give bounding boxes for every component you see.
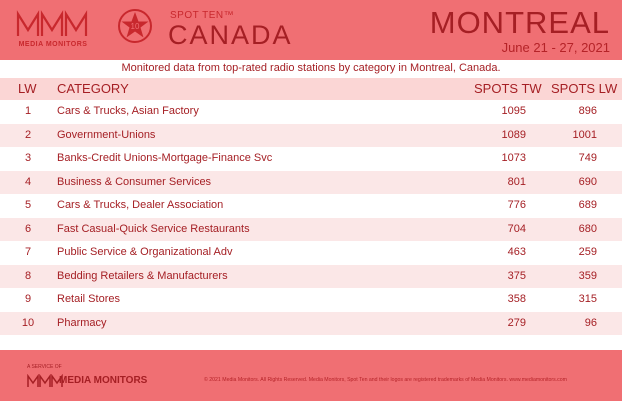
table-row xyxy=(0,218,622,242)
logo-text: MEDIA MONITORS xyxy=(18,41,88,48)
column-header-spots-tw: SPOTS TW xyxy=(474,81,542,96)
badge-number: 10 xyxy=(130,22,140,31)
rank-cell: 7 xyxy=(24,246,32,258)
column-header-category: CATEGORY xyxy=(57,81,129,96)
rank-cell: 4 xyxy=(24,175,32,188)
category-cell: Cars & Trucks, Dealer Association xyxy=(57,199,224,211)
category-cell: Banks-Credit Unions-Mortgage-Finance Svc xyxy=(57,152,273,164)
table-row xyxy=(0,241,622,265)
copyright-text: © 2021 Media Monitors. All Rights Reserved. Media Monitors, Spot Ten and their logos are registered trademarks of Media Monitors. www.mediamonitors.com xyxy=(204,377,567,383)
spots-lw-cell: 896 xyxy=(578,105,597,117)
category-cell: Government-Unions xyxy=(57,128,156,141)
table-row xyxy=(0,124,622,148)
media-monitors-logo-icon xyxy=(12,8,94,52)
spots-lw-cell: 96 xyxy=(584,316,597,329)
rank-cell: 1 xyxy=(24,105,32,117)
category-cell: Fast Casual-Quick Service Restaurants xyxy=(57,222,250,235)
spots-lw-cell: 690 xyxy=(578,175,597,188)
rank-cell: 5 xyxy=(24,199,32,211)
rank-cell: 9 xyxy=(24,293,32,305)
column-header-lw: LW xyxy=(18,81,37,96)
spots-tw-cell: 1073 xyxy=(501,152,526,164)
table-header xyxy=(0,78,622,100)
spots-tw-cell: 704 xyxy=(507,222,526,235)
spots-lw-cell: 689 xyxy=(578,199,597,211)
category-cell: Business & Consumer Services xyxy=(57,175,212,188)
table-row xyxy=(0,288,622,312)
date-range: June 21 - 27, 2021 xyxy=(501,40,610,55)
column-header-spots-lw: SPOTS LW xyxy=(551,81,618,96)
table-row xyxy=(0,265,622,289)
category-cell: Public Service & Organizational Adv xyxy=(57,246,233,258)
category-cell: Bedding Retailers & Manufacturers xyxy=(57,269,228,282)
subtitle: Monitored data from top-rated radio stations by category in Montreal, Canada. xyxy=(121,62,501,74)
spots-lw-cell: 359 xyxy=(578,269,597,282)
rank-cell: 2 xyxy=(24,128,32,141)
spots-tw-cell: 375 xyxy=(507,269,526,282)
table-row xyxy=(0,312,622,336)
brand-kicker: SPOT TEN™ xyxy=(170,10,235,21)
spots-tw-cell: 1095 xyxy=(501,105,526,117)
category-cell: Retail Stores xyxy=(57,293,120,305)
table-row xyxy=(0,171,622,195)
spots-tw-cell: 463 xyxy=(507,246,526,258)
footer-brand: MEDIA MONITORS xyxy=(59,375,148,386)
star-badge-icon xyxy=(117,8,153,44)
category-cell: Pharmacy xyxy=(57,316,107,329)
table-row xyxy=(0,147,622,171)
rank-cell: 3 xyxy=(24,152,32,164)
category-cell: Cars & Trucks, Asian Factory xyxy=(57,105,199,117)
spots-tw-cell: 801 xyxy=(507,175,526,188)
spots-lw-cell: 259 xyxy=(578,246,597,258)
ranking-panel xyxy=(0,60,622,350)
spots-tw-cell: 358 xyxy=(507,293,526,305)
footer-band xyxy=(0,350,622,401)
table-row xyxy=(0,100,622,124)
spots-lw-cell: 1001 xyxy=(572,128,597,141)
country-title: CANADA xyxy=(168,20,293,50)
table-row xyxy=(0,194,622,218)
spots-lw-cell: 315 xyxy=(578,293,597,305)
spots-tw-cell: 776 xyxy=(507,199,526,211)
spots-tw-cell: 279 xyxy=(507,316,526,329)
rank-cell: 10 xyxy=(21,316,35,329)
spots-lw-cell: 680 xyxy=(578,222,597,235)
rank-cell: 8 xyxy=(24,269,32,282)
header-band xyxy=(0,0,622,60)
rank-cell: 6 xyxy=(24,222,32,235)
spots-lw-cell: 749 xyxy=(578,152,597,164)
mm-logo-mark-icon xyxy=(16,10,90,38)
service-label: A SERVICE OF xyxy=(27,364,62,370)
city-title: MONTREAL xyxy=(429,5,610,40)
table-body xyxy=(0,100,622,335)
spots-tw-cell: 1089 xyxy=(501,128,526,141)
